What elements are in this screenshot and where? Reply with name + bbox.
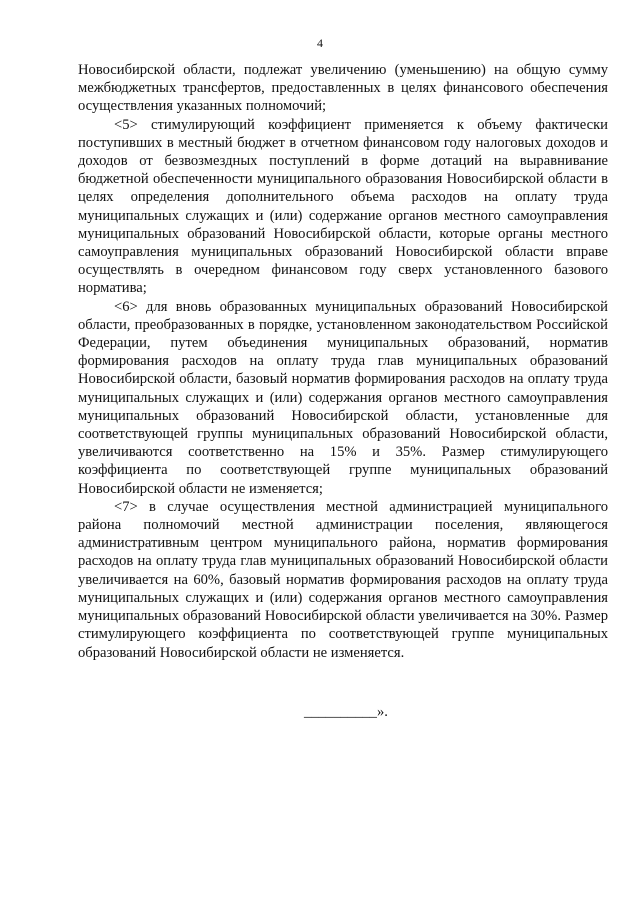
page-number: 4 [317, 36, 323, 50]
paragraph-continuation: Новосибирской области, подлежат увеличению (уменьшению) на общую сумму межбюджетных трансфертов, предоставленных в целях финансового обеспечения осуществления указанных полномочий; [78, 62, 608, 115]
paragraph-note-6: <6> для вновь образованных муниципальных образований Новосибирской области, преобразованных в порядке, установленном законодательством Российской Федерации, путем объединения муниципальных образований, норматив формирования расходов на оплату труда глав муниципальных образований Новосибирской области, базовый норматив формирования расходов на оплату труда муниципальных служащих и (или) содержания органов местного самоуправления муниципальных образований Новосибирской области, установленные для соответствующей группы муниципальных образований Новосибирской области, увеличиваются соответственно на 15% и 35%. Размер стимулирующего коэффициента по соответствующей группе муниципальных образований Новосибирской области не изменяется; [78, 298, 608, 497]
closing-line: __________». [304, 704, 388, 720]
paragraph-note-7: <7> в случае осуществления местной администрацией муниципального района полномочий местной администрации поселения, являющегося административным центром муниципального района, норматив формирования расходов на оплату труда глав муниципальных образований Новосибирской области увеличивается на 60%, базовый норматив формирования расходов на оплату труда муниципальных служащих и (или) содержания органов местного самоуправления муниципальных образований Новосибирской области увеличивается на 30%. Размер стимулирующего коэффициента по соответствующей группе муниципальных образований Новосибирской области не изменяется. [78, 498, 608, 661]
document-body [78, 61, 608, 662]
paragraph-note-5: <5> стимулирующий коэффициент применяется к объему фактически поступивших в местный бюджет в отчетном финансовом году налоговых доходов и доходов от безвозмездных поступлений в форме дотаций на выравнивание бюджетной обеспеченности муниципального образования Новосибирской области в целях определения дополнительного объема расходов на оплату труда муниципальных служащих и (или) содержание органов местного самоуправления муниципальных образований Новосибирской области, которые органы местного самоуправления муниципальных образований Новосибирской области вправе осуществлять в очередном финансовом году сверх установленного базового норматива; [78, 116, 608, 297]
